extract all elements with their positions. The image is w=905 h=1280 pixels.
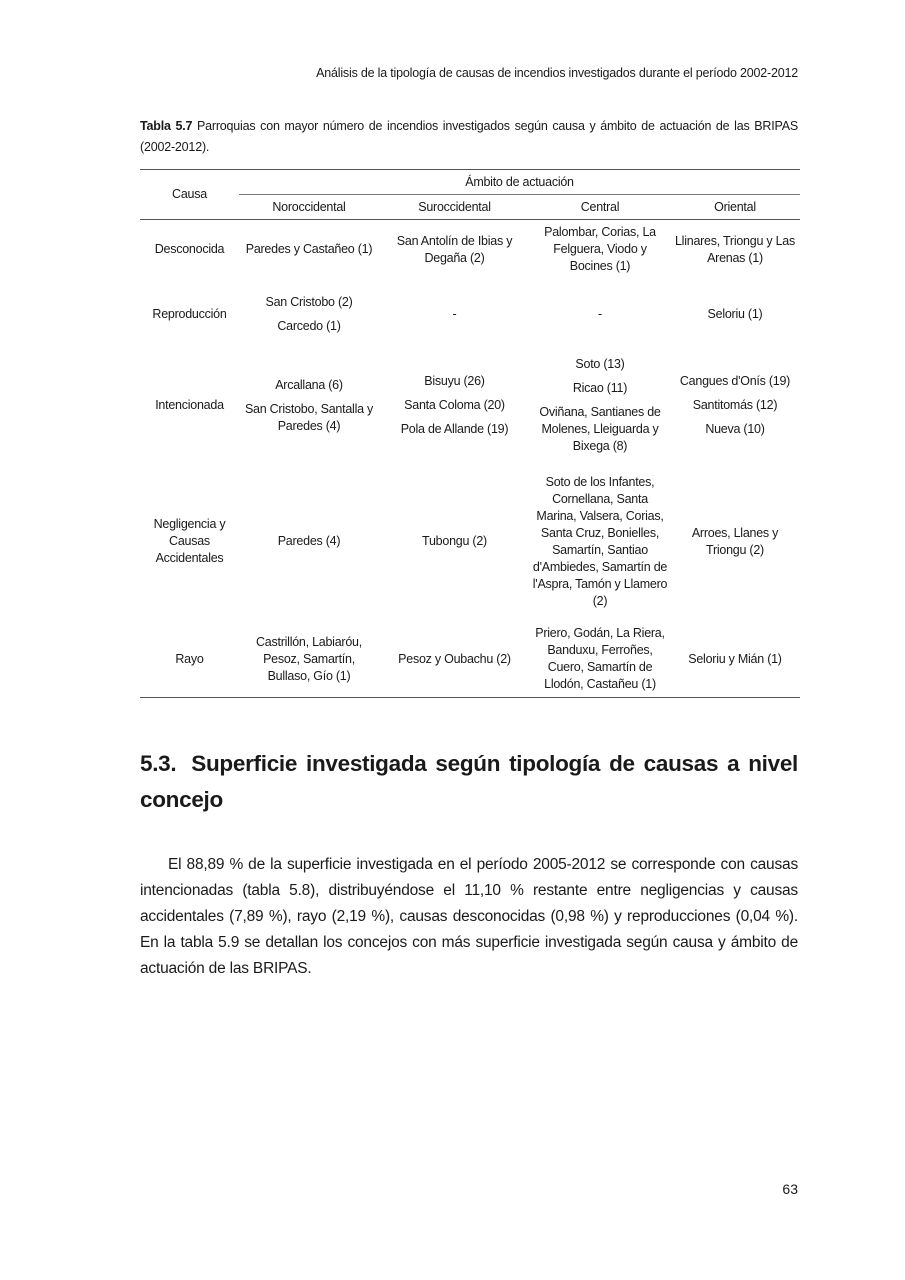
table-row (140, 462, 800, 622)
cell-entry: Soto (13) (575, 357, 625, 371)
cell-entry: Paredes y Castañeo (1) (245, 242, 373, 257)
header-oriental: Oriental (670, 195, 800, 220)
cell-suroccidental (379, 350, 530, 462)
cell-noroccidental (239, 280, 379, 350)
table-row (140, 280, 800, 350)
cell-entry: Nueva (10) (705, 422, 765, 436)
cell-entry: Cangues d'Onís (19) (679, 374, 791, 388)
cell-oriental (670, 350, 800, 462)
page-number: 63 (782, 1181, 798, 1197)
cell-causa: Rayo (140, 622, 239, 698)
cell-noroccidental (239, 220, 379, 280)
cell-entry: Palombar, Corias, La Felguera, Viodo y Bocines (1) (544, 225, 656, 274)
cell-central (530, 280, 670, 350)
cell-suroccidental (379, 220, 530, 280)
cell-central (530, 622, 670, 698)
cell-entry: Seloriu y Mián (1) (688, 651, 782, 666)
caption-label: Tabla 5.7 (140, 119, 193, 133)
running-header: Análisis de la tipología de causas de incendios investigados durante el período 2002-2012 (316, 66, 798, 80)
cell-entry: Ricao (11) (572, 381, 628, 395)
cell-noroccidental (239, 350, 379, 462)
cell-causa: Reproducción (152, 307, 227, 321)
cell-entry: Arcallana (6) (275, 377, 343, 392)
cell-central (530, 350, 670, 462)
header-central: Central (530, 195, 670, 220)
cell-suroccidental (379, 622, 530, 698)
cell-noroccidental (239, 462, 379, 622)
table-row (140, 220, 800, 280)
table-body (140, 220, 800, 698)
cell-causa: Negligencia y Causas Accidentales (153, 517, 226, 565)
caption-text: Parroquias con mayor número de incendios investigados según causa y ámbito de actuación de las BRIPAS (2002-2012). (140, 119, 798, 154)
cell-entry: Llinares, Triongu y Las Arenas (1) (674, 233, 795, 265)
cell-entry: Arroes, Llanes y Triongu (2) (691, 525, 779, 557)
cell-oriental (670, 220, 800, 280)
cell-noroccidental (239, 622, 379, 698)
cell-oriental (670, 280, 800, 350)
header-ambito: Ámbito de actuación (239, 170, 800, 195)
cell-entry: Priero, Godán, La Riera, Banduxu, Ferroñes, Cuero, Samartín de Llodón, Castañeu (1) (535, 626, 665, 692)
cell-oriental (670, 622, 800, 698)
cell-entry: Santitomás (12) (692, 398, 778, 412)
table-row (140, 350, 800, 462)
cell-causa: Intencionada (155, 398, 224, 412)
section-number: 5.3. (140, 751, 177, 776)
cell-entry: Carcedo (1) (277, 319, 341, 333)
cell-suroccidental (379, 280, 530, 350)
table-caption (140, 116, 798, 158)
cell-central (530, 220, 670, 280)
cell-entry: - (598, 307, 602, 321)
cell-causa: Desconocida (154, 242, 225, 257)
cell-entry: Seloriu (1) (707, 307, 763, 321)
cell-entry: Castrillón, Labiaróu, Pesoz, Samartín, Bullaso, Gío (1) (256, 634, 362, 683)
cell-central (530, 462, 670, 622)
table-row (140, 622, 800, 698)
cell-entry: San Antolín de Ibias y Degaña (2) (396, 233, 513, 265)
cell-entry: Santa Coloma (20) (404, 398, 505, 412)
header-suroccidental: Suroccidental (379, 195, 530, 220)
cell-entry: Pola de Allande (19) (400, 422, 509, 436)
cell-entry: Tubongu (2) (422, 534, 487, 548)
cell-suroccidental (379, 462, 530, 622)
body-paragraph: El 88,89 % de la superficie investigada en el período 2005-2012 se corresponde con causas intencionadas (tabla 5.8), distribuyéndose el 11,10 % restante entre negligencias y causas accidentales (7,89 %), rayo (2,19 %), causas desconocidas (0,98 %) y reproducciones (0,04 %). En la tabla 5.9 se detallan los concejos con más superficie investigada según causa y ámbito de actuación de las BRIPAS. (140, 856, 798, 977)
cell-entry: - (452, 307, 457, 321)
header-causa: Causa (140, 170, 239, 220)
cell-entry: San Cristobo, Santalla y Paredes (4) (244, 401, 374, 433)
header-noroccidental: Noroccidental (239, 195, 379, 220)
cell-entry: Oviñana, Santianes de Molenes, Lleiguarda y Bixega (8) (539, 405, 661, 453)
cell-oriental (670, 462, 800, 622)
cell-entry: Pesoz y Oubachu (2) (398, 651, 511, 666)
section-title: Superficie investigada según tipología de causas a nivel concejo (140, 751, 799, 812)
section-heading (140, 746, 798, 818)
cell-entry: Paredes (4) (277, 534, 341, 548)
parroquias-table (140, 169, 800, 698)
cell-entry: San Cristobo (2) (265, 295, 353, 309)
cell-entry: Soto de los Infantes, Cornellana, Santa Marina, Valsera, Corias, Santa Cruz, Bonielles, Samartín, Santiao d'Ambiedes, Samartín de l'Aspra, Tamón y Llamero (2) (532, 474, 668, 608)
cell-entry: Bisuyu (26) (424, 374, 485, 388)
